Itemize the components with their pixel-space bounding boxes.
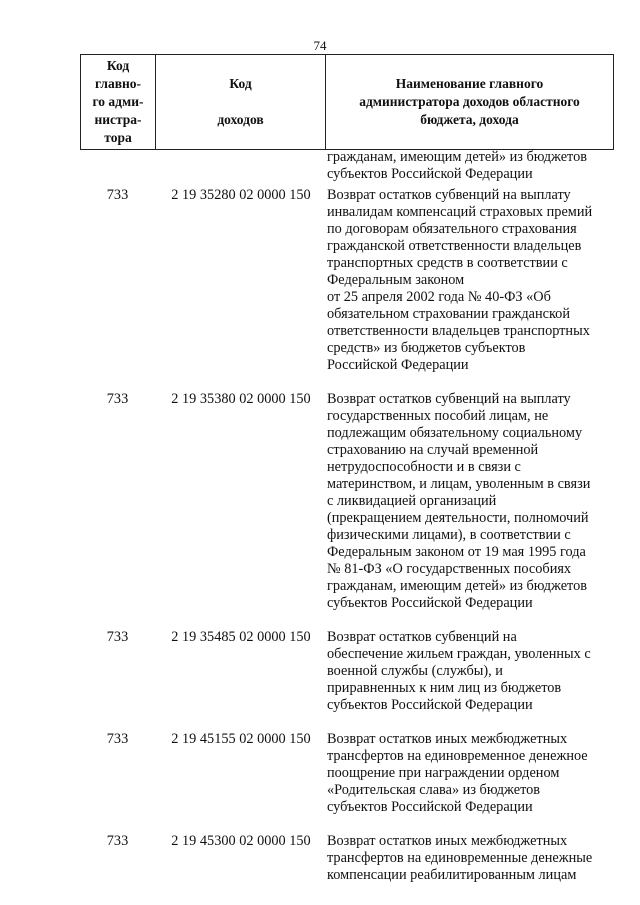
- header-name: Наименование главного администратора доходов областного бюджета, дохода: [359, 76, 580, 127]
- income-name-cell: Возврат остатков субвенций на обеспечение жильем граждан, уволенных с военной службы (службы), и приравненных к ним лиц из бюджетов субъектов Российской Федерации: [327, 629, 591, 713]
- income-name-cell: Возврат остатков субвенций на выплату государственных пособий лицам, не подлежащим обязательному социальному страхованию на случай временной нетрудоспособности и в связи с материнством, и лицам, уволенным в связи с ликвидацией организаций (прекращением деятельности, полномочий физическими лицами), в соответствии с Федеральным законом от 19 мая 1995 года № 81-ФЗ «О государственных пособиях гражданам, имеющим детей» из бюджетов субъектов Российской Федерации: [327, 391, 591, 611]
- income-name-cell: Возврат остатков иных межбюджетных трансфертов на единовременные денежные компенсации реабилитированным лицам: [327, 833, 593, 883]
- admin-code-cell: 733: [106, 629, 129, 645]
- continuation-text: гражданам, имеющим детей» из бюджетов субъектов Российской Федерации: [327, 149, 588, 182]
- table-row: [80, 187, 614, 374]
- table-body: [80, 187, 614, 901]
- income-code-cell: 2 19 45300 02 0000 150: [171, 833, 311, 849]
- table-row: [80, 731, 614, 816]
- page-number: 74: [313, 38, 327, 53]
- table-row: [80, 833, 614, 884]
- header-admin-code: Код главно- го адми- нистра- тора: [81, 55, 156, 149]
- income-code-cell: 2 19 45155 02 0000 150: [171, 731, 311, 747]
- table-row: [80, 391, 614, 612]
- table-row: [80, 629, 614, 714]
- table-header: [80, 54, 614, 150]
- income-code-cell: 2 19 35380 02 0000 150: [171, 391, 311, 407]
- admin-code-cell: 733: [106, 833, 129, 849]
- admin-code-cell: 733: [106, 187, 129, 203]
- admin-code-cell: 733: [106, 391, 129, 407]
- income-name-cell: Возврат остатков субвенций на выплату инвалидам компенсаций страховых премий по договорам обязательного страхования гражданской ответственности владельцев транспортных средств в соответствии с Федеральным законом от 25 апреля 2002 года № 40-ФЗ «Об обязательном страховании гражданской ответственности владельцев транспортных средств» из бюджетов субъектов Российской Федерации: [327, 187, 593, 373]
- income-code-cell: 2 19 35485 02 0000 150: [171, 629, 311, 645]
- income-name-cell: Возврат остатков иных межбюджетных трансфертов на единовременное денежное поощрение при награждении орденом «Родительская слава» из бюджетов субъектов Российской Федерации: [327, 731, 588, 815]
- income-code-cell: 2 19 35280 02 0000 150: [171, 187, 311, 203]
- header-income-code: Код доходов: [156, 55, 326, 149]
- admin-code-cell: 733: [106, 731, 129, 747]
